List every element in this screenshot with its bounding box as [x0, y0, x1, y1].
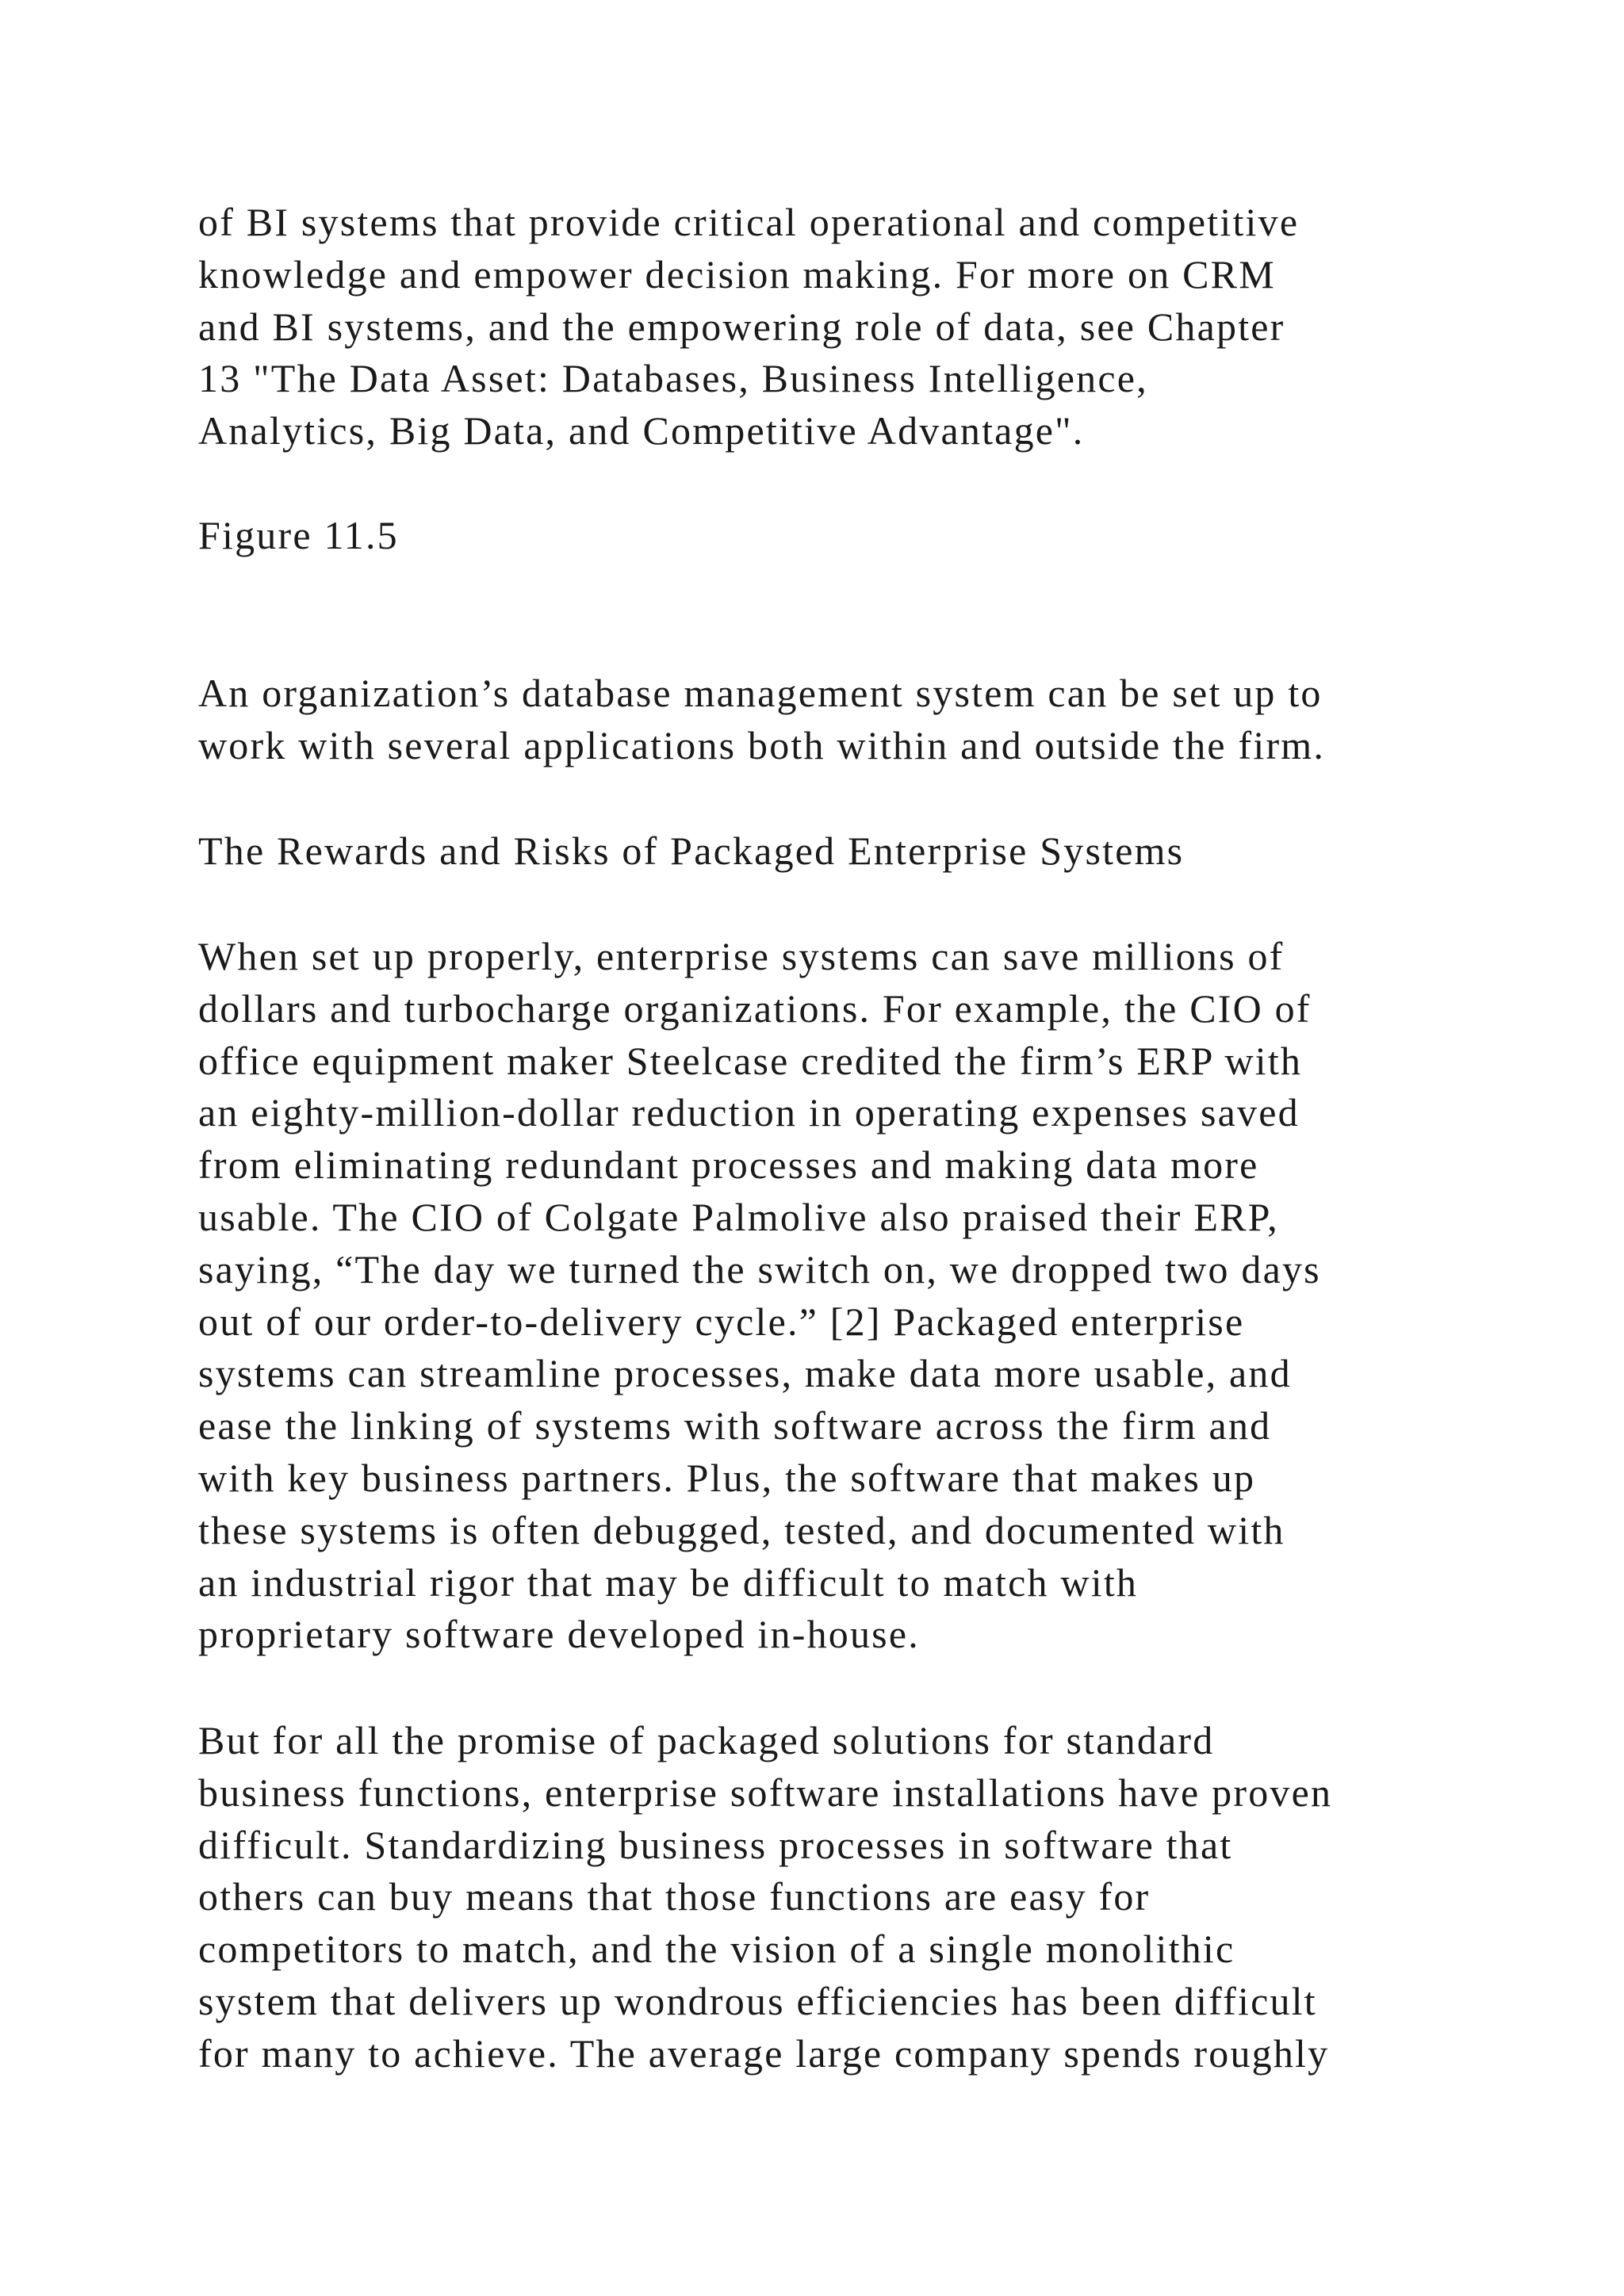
text-line: for many to achieve. The average large company spends roughly: [198, 2030, 1330, 2076]
text-line: proprietary software developed in-house.: [198, 1612, 920, 1657]
section-heading: [198, 825, 1483, 878]
text-line: and BI systems, and the empowering role of data, see Chapter: [198, 304, 1285, 349]
text-line: saying, “The day we turned the switch on, we dropped two days: [198, 1246, 1321, 1292]
text-line: knowledge and empower decision making. For more on CRM: [198, 251, 1276, 297]
text-line: Analytics, Big Data, and Competitive Advantage".: [198, 408, 1085, 453]
text-line: dollars and turbocharge organizations. For example, the CIO of: [198, 985, 1312, 1031]
paragraph-bi-systems: [198, 197, 1483, 457]
section-heading-text: The Rewards and Risks of Packaged Enterprise Systems: [198, 828, 1185, 873]
text-line: competitors to match, and the vision of a single monolithic: [198, 1927, 1235, 1972]
text-line: an industrial rigor that may be difficult to match with: [198, 1559, 1139, 1605]
text-line: systems can streamline processes, make data more usable, and: [198, 1351, 1292, 1396]
text-line: difficult. Standardizing business processes in software that: [198, 1822, 1233, 1867]
text-line: these systems is often debugged, tested, and documented with: [198, 1507, 1285, 1552]
text-line: usable. The CIO of Colgate Palmolive also praised their ERP,: [198, 1194, 1279, 1239]
text-line: But for all the promise of packaged solutions for standard: [198, 1718, 1215, 1762]
text-line: work with several applications both within and outside the firm.: [198, 722, 1326, 767]
text-line: 13 "The Data Asset: Databases, Business Intelligence,: [198, 356, 1148, 401]
text-line: out of our order-to-delivery cycle.” [2] Packaged enterprise: [198, 1299, 1245, 1344]
text-line: office equipment maker Steelcase credited the firm’s ERP with: [198, 1038, 1303, 1083]
figure-caption: [198, 668, 1483, 772]
paragraph-risks: [198, 1715, 1483, 2080]
text-line: from eliminating redundant processes and making data more: [198, 1142, 1259, 1188]
text-line: ease the linking of systems with software across the firm and: [198, 1403, 1272, 1448]
text-line: an eighty-million-dollar reduction in operating expenses saved: [198, 1090, 1300, 1135]
text-line: When set up properly, enterprise systems can save millions of: [198, 934, 1285, 978]
text-line: system that delivers up wondrous efficiencies has been difficult: [198, 1978, 1317, 2023]
text-line: with key business partners. Plus, the software that makes up: [198, 1455, 1256, 1500]
figure-label-text: Figure 11.5: [198, 513, 399, 557]
text-line: others can buy means that those functions are easy for: [198, 1874, 1151, 1919]
text-line: business functions, enterprise software installations have proven: [198, 1770, 1333, 1815]
text-line: An organization’s database management system can be set up to: [198, 671, 1323, 715]
figure-label: [198, 510, 1483, 562]
text-line: of BI systems that provide critical operational and competitive: [198, 200, 1300, 244]
paragraph-rewards: [198, 931, 1483, 1661]
